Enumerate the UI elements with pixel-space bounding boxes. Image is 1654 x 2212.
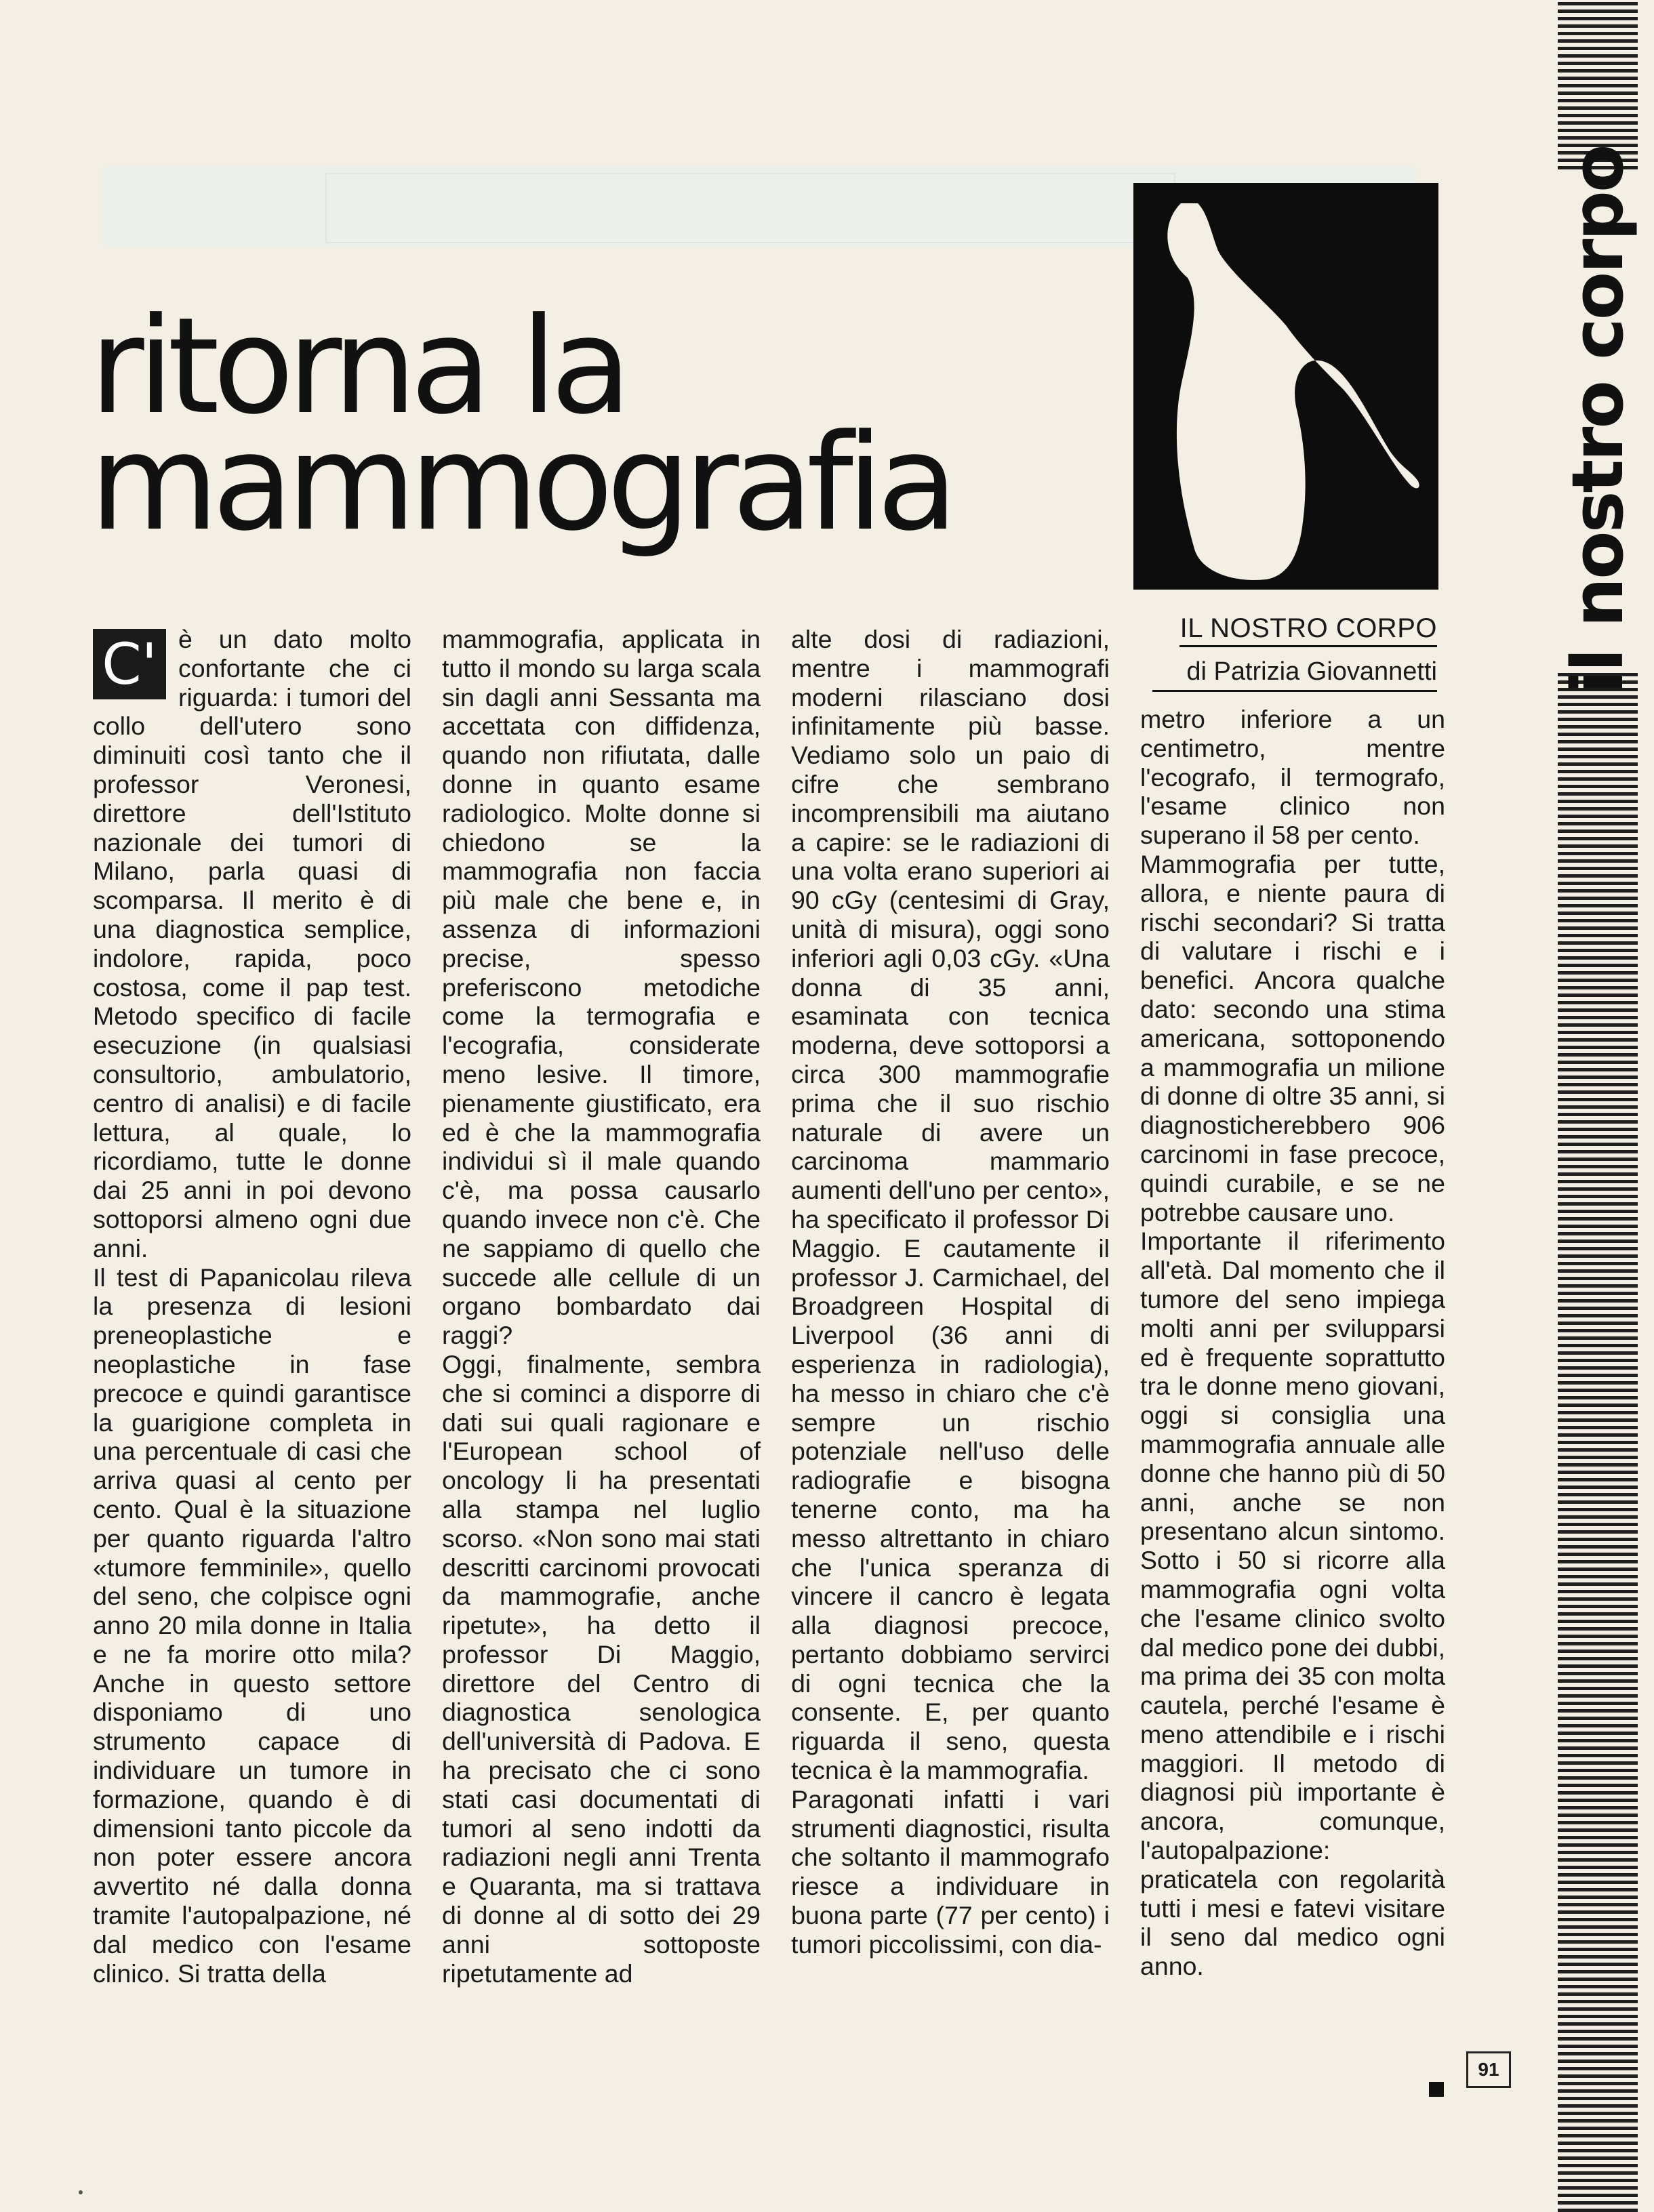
label-underline (1179, 645, 1437, 647)
title-line-1: ritorna la (89, 289, 626, 444)
paragraph: mammografia, applicata in tutto il mondo su larga scala sin dagli anni Sessanta ma accettata con diffidenza, quando non rifiutata, dalle donne in quanto esame radiologico. Molte donne si chiedono se la mammografia non faccia più male che bene e, in assenza di informazioni precise, spesso preferiscono metodiche come la termografia e l'ecografia, considerate meno lesive. Il timore, pienamente giustificato, era ed è che la mammografia individui sì il male quando c'è, ma possa causarlo quando invece non c'è. Che ne sappiamo di quello che succede alle cellule di un organo bombardato dai raggi? (442, 625, 761, 1350)
print-speck (79, 2190, 83, 2194)
bleed-through-frame (325, 173, 1175, 243)
paragraph: Mammografia per tutte, allora, e niente paura di rischi secondari? Si tratta di valutare i rischi e i benefici. Ancora qualche dato: secondo una stima americana, sottoponendo a mammografia un milione di donne di oltre 35 anni, si diagnosticherebbero 906 carcinomi in fase precoce, quindi curabile, e se ne potrebbe causare uno. (1140, 849, 1445, 1227)
paragraph: alte dosi di radiazioni, mentre i mammografi moderni rilasciano dosi infinitamente più basse. Vediamo solo un paio di cifre che sembrano incomprensibili ma aiutano a capire: se le radiazioni di una volta erano superiori ai 90 cGy (centesimi di Gray, unità di misura), oggi sono inferiori agli 0,03 cGy. «Una donna di 35 anni, esaminata con tecnica moderna, deve sottoporsi a circa 300 mammografie prima che il suo rischio naturale di avere un carcinoma mammario aumenti dell'uno per cento», ha specificato il professor Di Maggio. E cautamente il professor J. Carmichael, del Broadgreen Hospital di Liverpool (36 anni di esperienza in radiologia), ha messo in chiaro che c'è sempre un rischio potenziale nell'uso delle radiografie e bisogna tenerne conto, ma ha messo altrettanto in chiaro che l'unica speranza di vincere il cancro è legata alla diagnosi precoce, pertanto dobbiamo servirci di ogni tecnica che la consente. E, per quanto riguarda il seno, questa tecnica è la mammografia. (791, 625, 1110, 1785)
paragraph: Oggi, finalmente, sembra che si cominci a disporre di dati sui quali ragionare e l'European school of oncology li ha presentati alla stampa nel luglio scorso. «Non sono mai stati descritti carcinomi provocati da mammografie, anche ripetute», ha detto il professor Di Maggio, direttore del Centro di diagnostica senologica dell'università di Padova. E ha precisato che ci sono stati casi documentati di tumori al seno indotti da radiazioni negli anni Trenta e Quaranta, ma si trattava di donne al di sotto dei 29 anni sottoposte ripetutamente ad (442, 1349, 761, 1988)
paragraph: metro inferiore a un centimetro, mentre l'ecografo, il termografo, l'esame clinico non superano il 58 per cento. (1140, 705, 1445, 850)
human-figure-silhouette-icon (1133, 183, 1438, 590)
byline-underline (1152, 690, 1437, 692)
paragraph: Il test di Papanicolau rileva la presenza di lesioni preneoplastiche e neoplastiche in fase precoce e quindi garantisce la guarigione completa in una percentuale di casi che arriva quasi al cento per cento. Qual è la situazione per quanto riguarda l'altro «tumore femminile», quello del seno, che colpisce ogni anno 20 mila donne in Italia e ne fa morire otto mila? Anche in questo settore disponiamo di uno strumento capace di individuare un tumore in formazione, quando è di dimensioni tanto piccole da non poter essere ancora avvertito né dalla donna tramite l'autopalpazione, né dal medico con l'esame clinico. Si tratta della (93, 1263, 411, 1988)
article-column-3 (791, 625, 1110, 1959)
figure-illustration (1133, 183, 1438, 590)
paragraph: Importante il riferimento all'età. Dal momento che il tumore del seno impiega molti anni per svilupparsi ed è frequente soprattutto tra le donne meno giovani, oggi si consiglia una mammografia annuale alle donne che hanno più di 50 anni, anche se non presentano alcun sintomo. Sotto i 50 si ricorre alla mammografia ogni volta che l'esame clinico svolto dal medico pone dei dubbi, ma prima dei 35 con molta cautela, perché l'esame è meno attendibile e i rischi maggiori. Il metodo di diagnosi più importante è ancora, comunque, l'autopalpazione: praticatela con regolarità tutti i mesi e fatevi visitare il seno dal medico ogni anno. (1140, 1227, 1445, 1981)
column-label: IL NOSTRO CORPO (1179, 613, 1437, 643)
article-column-2 (442, 625, 761, 1988)
article-title (89, 289, 1120, 560)
paragraph: Paragonati infatti i vari strumenti diagnostici, risulta che soltanto il mammografo riesce a individuare in buona parte (77 per cento) i tumori piccolissimi, con dia- (791, 1784, 1110, 1959)
article-column-4 (1140, 705, 1445, 1981)
article-column-1 (93, 625, 411, 1988)
section-label: il nostro corpo (1556, 146, 1639, 695)
end-of-article-icon (1429, 2082, 1444, 2097)
drop-cap: C' (93, 629, 166, 699)
page-number: 91 (1466, 2051, 1511, 2088)
paragraph: è un dato molto confortante che ci riguarda: i tumori del collo dell'utero sono diminuiti così tanto che il professor Veronesi, direttore dell'Istituto nazionale dei tumori di Milano, parla quasi di scomparsa. Il merito è di una diagnostica semplice, indolore, rapida, poco costosa, come il pap test. Metodo specifico di facile esecuzione (in qualsiasi consultorio, ambulatorio, centro di analisi) e di facile lettura, al quale, lo ricordiamo, tutte le donne dai 25 anni in poi devono sottoporsi almeno ogni due anni. (93, 625, 411, 1263)
title-line-2: mammografia (89, 406, 952, 560)
byline: di Patrizia Giovannetti (1186, 657, 1437, 686)
